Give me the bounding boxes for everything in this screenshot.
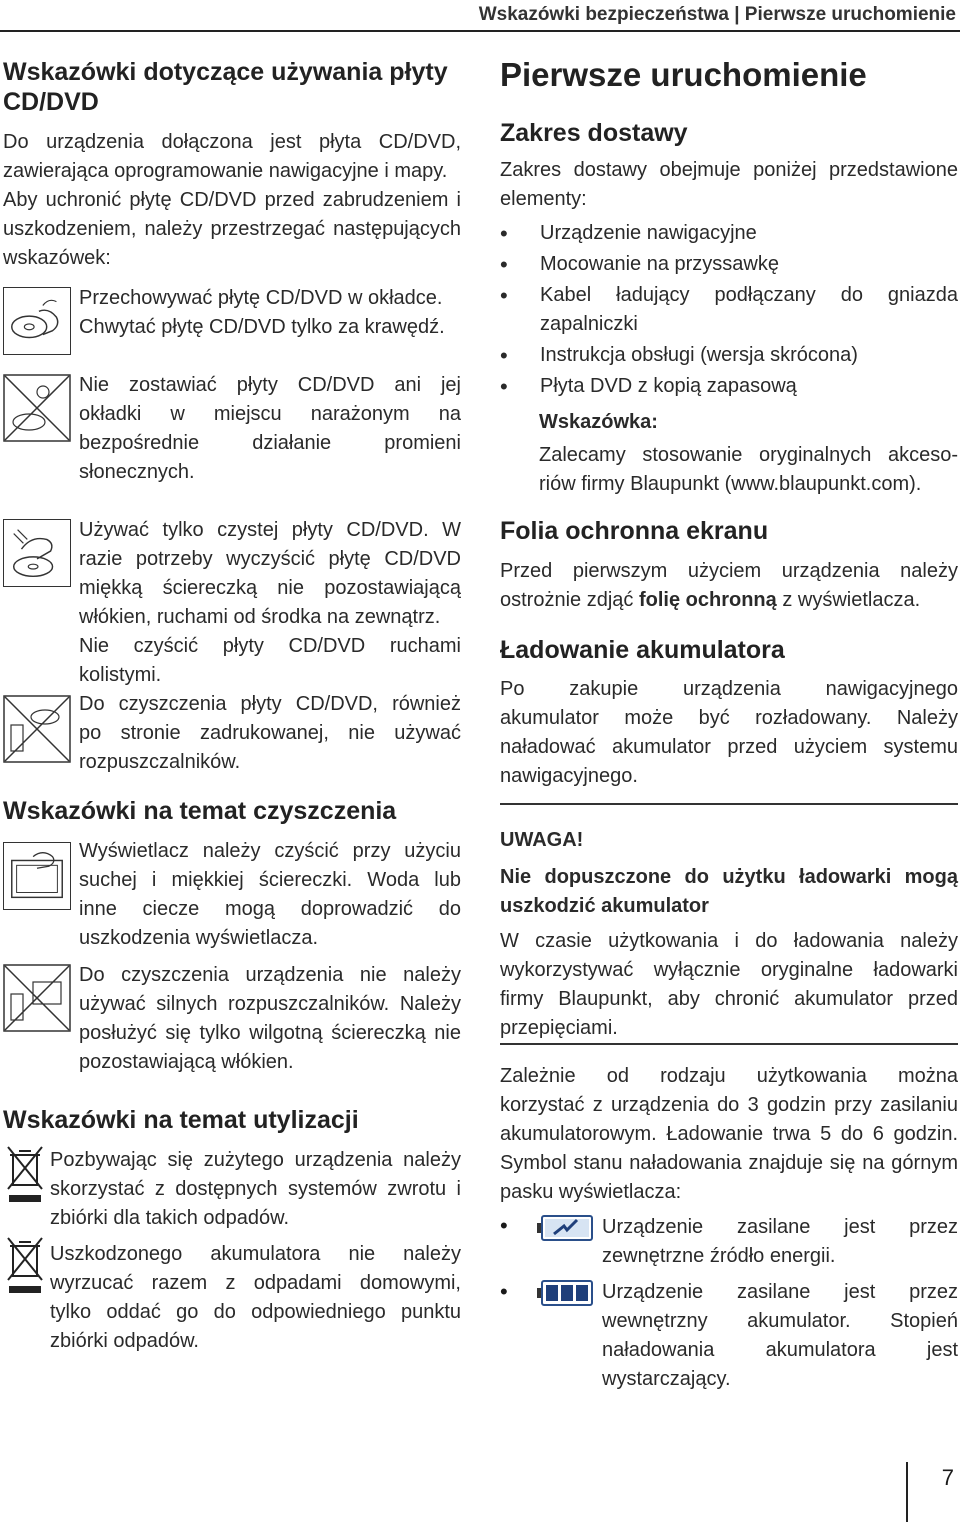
tip-2-line4: słonecznych. <box>79 461 195 483</box>
clean-1-line3: inne ciecze mogą doprowadzić do <box>79 898 461 920</box>
cd-title-line1: Wskazówki dotyczące używania płyty <box>3 58 448 86</box>
clean-1-line1: Wyświetlacz należy czyścić przy użyciu <box>79 840 461 862</box>
charge-title: Ładowanie akumulatora <box>500 636 785 664</box>
bullet: • <box>500 1279 508 1304</box>
cd-intro-1: Do urządzenia dołączona jest płyta CD/DVD, <box>3 131 461 153</box>
no-solvent-device-icon <box>3 964 71 1032</box>
tip-4-line2: po stronie zadrukowanej, nie używać <box>79 722 461 744</box>
tip-2-line2: okładki w miejscu narażonym na <box>79 403 461 425</box>
list-item: • Płyta DVD z kopią zapasową <box>500 372 958 401</box>
usage-line2: korzystać z urządzenia do 3 godzin przy zasilaniu <box>500 1094 958 1116</box>
disposal-title: Wskazówki na temat utylizacji <box>3 1106 359 1134</box>
clean-1-line2: suchej i miękkiej ściereczki. Woda lub <box>79 869 461 891</box>
disposal-2 <box>50 1240 461 1356</box>
cd-title-line2: CD/DVD <box>3 88 99 116</box>
tip-3-line6: kolistymi. <box>79 664 162 686</box>
tip-1-line1: Przechowywać płytę CD/DVD w okładce. <box>79 287 443 309</box>
film-title: Folia ochronna ekranu <box>500 517 769 545</box>
cleaning-title: Wskazówki na temat czyszczenia <box>3 797 397 825</box>
warning-line1: W czasie użytkowania i do ładowania należy <box>500 930 958 952</box>
usage-line4: Symbol stanu naładowania znajduje się na górnym <box>500 1152 958 1174</box>
film-text <box>500 557 958 615</box>
cd-intro-3: Aby uchronić płytę CD/DVD przed zabrudzeniem i <box>3 189 461 211</box>
cd-intro-4: uszkodzeniem, należy przestrzegać następujących <box>3 218 461 240</box>
warning-title-1: Nie dopuszczone do użytku ładowarki mogą <box>500 866 958 888</box>
tip-4-line1: Do czyszczenia płyty CD/DVD, również <box>79 693 461 715</box>
charge-line2: akumulator może być rozładowany. Należy <box>500 707 958 729</box>
divider <box>500 1043 958 1045</box>
tip-3-line1: Używać tylko czystej płyty CD/DVD. W <box>79 519 461 541</box>
scope-intro-1: Zakres dostawy obejmuje poniżej przedstawione <box>500 159 958 181</box>
warning-line2: wykorzystywać wyłącznie oryginalne ładowarki <box>500 959 958 981</box>
clean-2 <box>79 961 461 1077</box>
note-line2: riów firmy Blaupunkt (www.blaupunkt.com). <box>539 473 922 495</box>
usage-text <box>500 1062 958 1207</box>
usage-line5: pasku wyświetlacza: <box>500 1181 682 1203</box>
warning-label: UWAGA! <box>500 829 584 851</box>
cd-intro <box>3 128 461 273</box>
warning-block <box>500 826 958 1043</box>
divider <box>500 803 958 805</box>
symbol-2-line3: naładowania akumulatora jest <box>602 1339 958 1361</box>
cd-hold-icon <box>3 287 71 355</box>
clean-2-line2: używać silnych rozpuszczalników. Należy <box>79 993 461 1015</box>
cd-title <box>3 57 461 117</box>
scope-title: Zakres dostawy <box>500 119 688 147</box>
page-number-rule <box>906 1462 908 1522</box>
symbol-1-line1: Urządzenie zasilane jest przez <box>602 1216 958 1238</box>
disposal-1 <box>50 1146 461 1233</box>
cd-intro-5: wskazówek: <box>3 247 111 269</box>
battery-bin-icon <box>5 1234 45 1298</box>
note-block <box>539 408 958 499</box>
warning-title-2: uszkodzić akumulator <box>500 895 709 917</box>
charge-line4: nawigacyjnego. <box>500 765 638 787</box>
tip-3-line2: razie potrzeby wyczyścić płytę CD/DVD <box>79 548 461 570</box>
tip-3-line5: Nie czyścić płyty CD/DVD ruchami <box>79 635 461 657</box>
usage-line3: akumulatorowym. Ładowanie trwa 5 do 6 godzin. <box>500 1123 958 1145</box>
usage-line1: Zależnie od rodzaju użytkowania można <box>500 1065 958 1087</box>
no-sun-icon <box>3 374 71 442</box>
warning-line3: firmy Blaupunkt, aby chronić akumulator przed <box>500 988 958 1010</box>
note-line1: Zalecamy stosowanie oryginalnych akceso- <box>539 444 958 466</box>
tip-1-line2: Chwytać płytę CD/DVD tylko za krawędź. <box>79 316 445 338</box>
list-item: • Kabel ładujący podłączany do gniazda zapalniczki <box>500 281 958 339</box>
clean-1 <box>79 837 461 953</box>
disposal-1-line2: skorzystać z dostępnych systemów zwrotu i <box>50 1178 461 1200</box>
cd-wipe-icon <box>3 519 71 587</box>
film-line2: ostrożnie zdjąć folię ochronną z wyświetlacza. <box>500 589 921 611</box>
disposal-2-line4: zbiórki odpadów. <box>50 1330 199 1352</box>
note-label: Wskazówka: <box>539 411 658 433</box>
page-number: 7 <box>941 1465 954 1490</box>
disposal-2-line1: Uszkodzonego akumulatora nie należy <box>50 1243 461 1265</box>
battery-full-icon <box>536 1280 594 1306</box>
film-line1: Przed pierwszym użyciem urządzenia należy <box>500 560 958 582</box>
disposal-2-line3: tylko oddać go do odpowiedniego punktu <box>50 1301 461 1323</box>
disposal-1-line3: zbiórki dla takich odpadów. <box>50 1207 290 1229</box>
screen-wipe-icon <box>3 842 71 910</box>
charge-text <box>500 675 958 791</box>
scope-intro <box>500 156 958 214</box>
tip-3 <box>79 516 461 690</box>
symbol-2-line4: wystarczający. <box>602 1368 731 1390</box>
header-title: Wskazówki bezpieczeństwa | Pierwsze uruchomienie <box>478 4 956 25</box>
symbol-2-line1: Urządzenie zasilane jest przez <box>602 1281 958 1303</box>
clean-1-line4: uszkodzenia wyświetlacza. <box>79 927 318 949</box>
symbol-1-line2: zewnętrzne źródło energii. <box>602 1245 836 1267</box>
charge-line3: naładować akumulator przed użyciem systemu <box>500 736 958 758</box>
tip-2 <box>79 371 461 487</box>
disposal-1-line1: Pozbywając się zużytego urządzenia należy <box>50 1149 461 1171</box>
tip-3-line3: miękką ściereczką nie pozostawiającą <box>79 577 461 599</box>
scope-list <box>500 219 958 401</box>
list-item: • Urządzenie nawigacyjne <box>500 219 958 248</box>
warning-line4: przepięciami. <box>500 1017 618 1039</box>
clean-2-line4: pozostawiającą włókien. <box>79 1051 294 1073</box>
no-solvent-cd-icon <box>3 695 71 763</box>
weee-bin-icon <box>5 1143 45 1207</box>
disposal-2-line2: wyrzucać razem z odpadami domowymi, <box>50 1272 461 1294</box>
list-item: • Mocowanie na przyssawkę <box>500 250 958 279</box>
page-header <box>0 0 960 32</box>
cd-intro-2: zawierająca oprogramowanie nawigacyjne i mapy. <box>3 160 448 182</box>
clean-2-line3: posłużyć się tylko wilgotną ściereczką nie <box>79 1022 461 1044</box>
tip-4-line3: rozpuszczalników. <box>79 751 241 773</box>
tip-1 <box>79 284 461 342</box>
main-title: Pierwsze uruchomienie <box>500 56 867 93</box>
external-power-icon <box>536 1215 594 1241</box>
tip-2-line1: Nie zostawiać płyty CD/DVD ani jej <box>79 374 461 396</box>
tip-4 <box>79 690 461 777</box>
tip-2-line3: bezpośrednie działanie promieni <box>79 432 461 454</box>
symbol-2-text <box>602 1278 958 1394</box>
list-item: • Instrukcja obsługi (wersja skrócona) <box>500 341 958 370</box>
symbol-2-line2: wewnętrzny akumulator. Stopień <box>602 1310 958 1332</box>
charge-line1: Po zakupie urządzenia nawigacyjnego <box>500 678 958 700</box>
scope-intro-2: elementy: <box>500 188 587 210</box>
bullet: • <box>500 1213 508 1238</box>
symbol-1-text <box>602 1213 958 1271</box>
tip-3-line4: włókien, ruchami od środka na zewnątrz. <box>79 606 441 628</box>
clean-2-line1: Do czyszczenia urządzenia nie należy <box>79 964 461 986</box>
